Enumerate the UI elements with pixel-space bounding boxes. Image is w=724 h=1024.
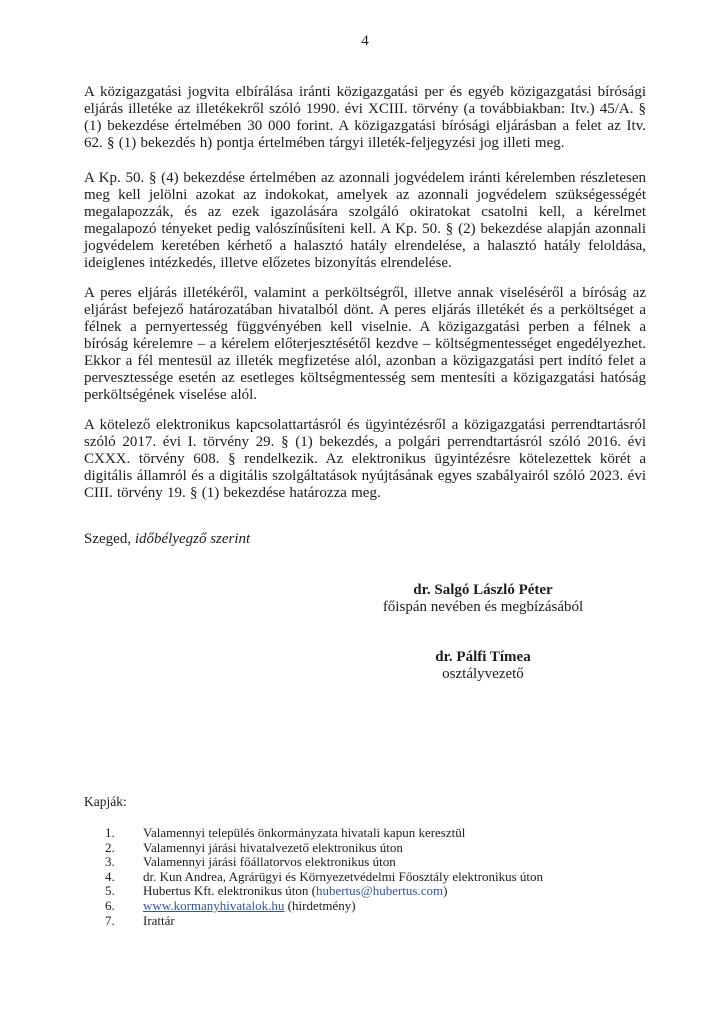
list-item [105,899,645,914]
list-item-number: 6. [105,897,115,913]
list-item [105,826,645,841]
signatory-name: dr. Salgó László Péter [413,582,553,598]
dateline [84,531,250,548]
list-item-number: 5. [105,883,115,899]
list-item-number: 2. [105,839,115,855]
list-item-text-after: ) [443,883,448,899]
list-item-number: 3. [105,854,115,870]
website-link[interactable]: www.kormanyhivatalok.hu [143,897,285,913]
signature-block-osztalyvezeto [333,649,633,682]
signature-block-foispan [333,582,633,615]
list-item-text: dr. Kun Andrea, Agrárügyi és Környezetvédelmi Főosztály elektronikus úton [143,868,544,884]
email-link[interactable]: hubertus@hubertus.com [315,883,444,899]
signatory-name: dr. Pálfi Tímea [435,649,531,665]
list-item [105,870,645,885]
distribution-heading: Kapják: [84,794,127,809]
distribution-list [105,826,645,928]
list-item-text: Valamennyi járási hivatalvezető elektronikus úton [143,839,403,855]
list-item-text-before: Hubertus Kft. elektronikus úton ( [143,883,316,899]
list-item [105,855,645,870]
paragraph-court-fee: A közigazgatási jogvita elbírálása iránti közigazgatási per és egyéb közigazgatási bírósági eljárás illetéke az illetékekről szóló 1990. évi XCIII. törvény (a továbbiakban: Itv.) 45/A. § (1) bekezdése értelmében 30 000 forint. A közigazgatási bírósági eljárásban a felet az Itv. 62. § (1) bekezdés h) pontja értelmében tárgyi illeték-feljegyzési jog illeti meg. [84,84,646,151]
list-item [105,841,645,856]
list-item-text [143,884,645,899]
list-item-text: Valamennyi járási főállatorvos elektronikus úton [143,854,396,870]
paragraph-electronic-administration: A kötelező elektronikus kapcsolattartásról és ügyintézésről a közigazgatási perrendtartásról szóló 2017. évi I. törvény 29. § (1) bekezdés, a polgári perrendtartásról szóló 2016. évi CXXX. törvény 608. § rendelkezik. Az elektronikus ügyintézésre kötelezettek körét a digitális államról és a digitális szolgáltatások nyújtásának egyes szabályairól szóló 2023. évi CIII. törvény 19. § (1) bekezdése határozza meg. [84,417,646,501]
list-item-text: Irattár [143,912,175,928]
signatory-title: osztályvezető [442,665,524,682]
signatory-title: főispán nevében és megbízásából [382,598,584,615]
list-item-number: 4. [105,868,115,884]
page-number: 4 [361,33,369,49]
list-item [105,884,645,899]
list-item-text: Valamennyi település önkormányzata hivatali kapun keresztül [143,825,466,840]
list-item-text [143,899,645,914]
list-item-text-after: (hirdetmény) [284,897,356,913]
dateline-timestamp-note: időbélyegző szerint [134,531,251,547]
dateline-place: Szeged, [84,531,132,547]
list-item [105,914,645,929]
paragraph-immediate-legal-protection: A Kp. 50. § (4) bekezdése értelmében az azonnali jogvédelem iránti kérelemben részletesen meg kell jelölni azokat az indokokat, amelyek az azonnali jogvédelem szükségességét megalapozzák, és az ezek igazolására szolgáló okiratokat csatolni kell, a kérelmet megalapozó tényeket pedig valószínűsíteni kell. A Kp. 50. § (2) bekezdése alapján azonnali jogvédelem keretében kérhető a halasztó hatály elrendelése, a halasztó hatály feloldása, ideiglenes intézkedés, illetve előzetes bizonyítás elrendelése. [84,170,646,271]
list-item-number: 7. [105,912,115,928]
list-item-number: 1. [105,825,115,840]
paragraph-litigation-costs: A peres eljárás illetékéről, valamint a perköltségről, illetve annak viseléséről a bíróság az eljárást befejező határozatában hivatalból dönt. A peres eljárás illetékét és a perköltséget a félnek a pernyertesség függvényében kell viselnie. A közigazgatási perben a félnek a bíróság kérelemre – a kérelem előterjesztésétől kezdve – költségmentességet engedélyezhet. Ekkor a fél mentesül az illeték megfizetése alól, azonban a közigazgatási pert indító felet a pervesztessége esetén az esetleges költségmentesség sem mentesíti a közigazgatási hatóság perköltségének viselése alól. [84,285,646,403]
